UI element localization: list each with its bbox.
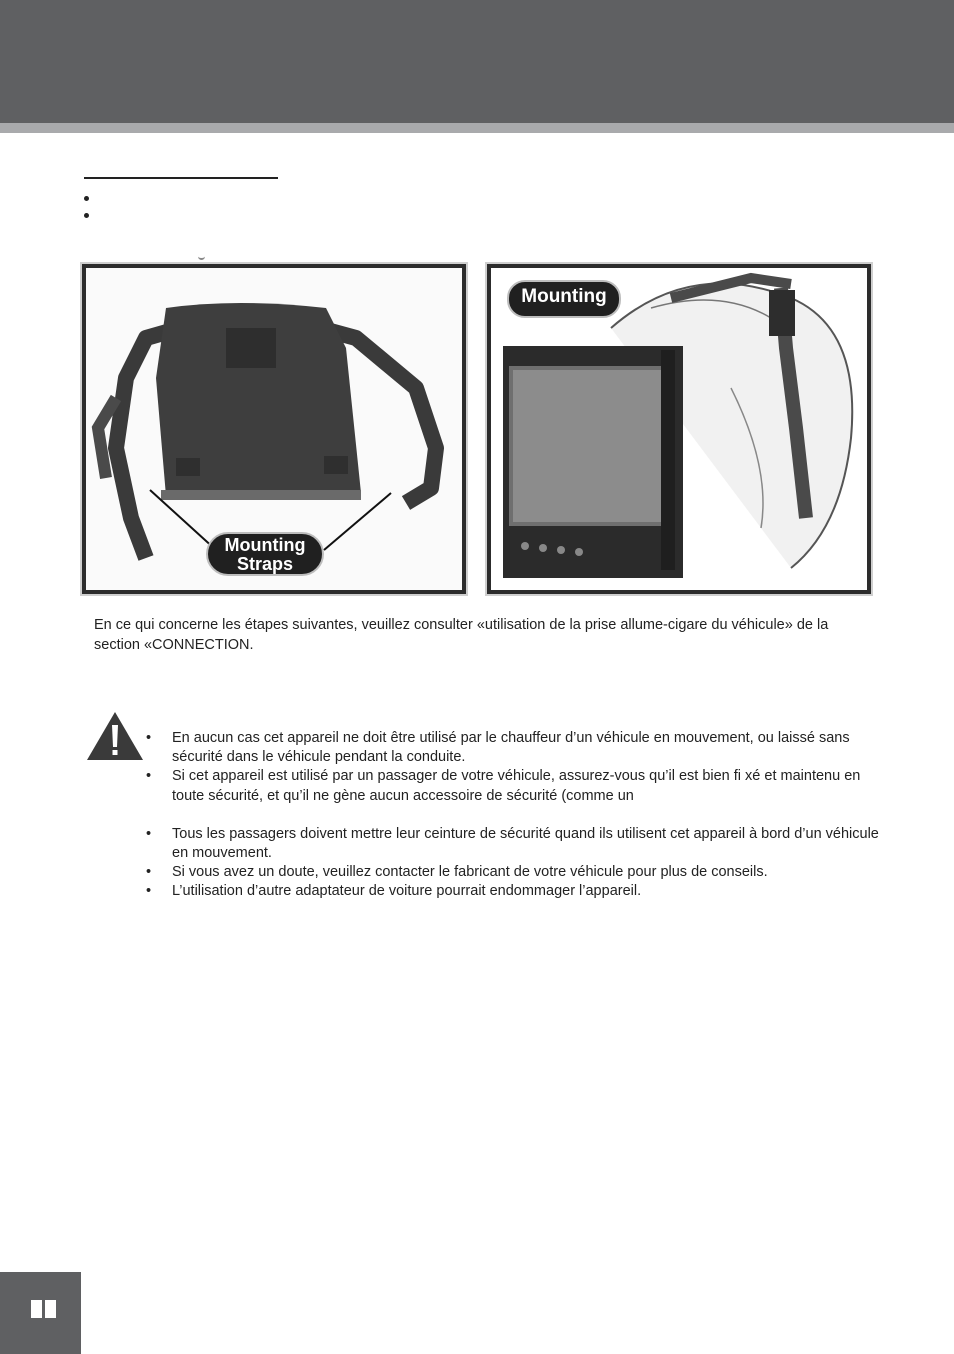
mounting-straps-callout <box>206 532 324 576</box>
photo-mounting-headrest <box>487 264 871 594</box>
bullet-icon <box>84 196 89 201</box>
text-fragment-mark <box>198 254 205 260</box>
warning-item: • Si vous avez un doute, veuillez contacter le fabricant de votre véhicule pour plus de conseils. <box>146 863 886 882</box>
warning-item: • L’utilisation d’autre adaptateur de voiture pourrait endommager l’appareil. <box>146 882 886 901</box>
warning-item: • Si cet appareil est utilisé par un passager de votre véhicule, assurez-vous qu’il est bien fi xé et maintenu en toute sécurité, et qu’il ne gène aucun accessoire de sécurité (comme un <box>146 767 886 805</box>
warning-triangle-icon <box>86 711 144 761</box>
warning-list <box>146 729 886 902</box>
header-stripe <box>0 123 954 133</box>
callout-line: Mounting <box>224 535 306 555</box>
photo-mounting-straps <box>82 264 466 594</box>
callout-line: Straps <box>236 554 294 574</box>
connection-note: En ce qui concerne les étapes suivantes, veuillez consulter «utilisation de la prise allume-cigare du véhicule» de la section «CONNECTION. <box>94 617 829 653</box>
warning-item: • Tous les passagers doivent mettre leur ceinture de sécurité quand ils utilisent cet appareil à bord d’un véhicule en mouvement. <box>146 825 886 863</box>
mounting-callout: Mounting <box>507 280 621 318</box>
page-number-tab <box>0 1272 81 1354</box>
section-title-underline <box>84 177 278 179</box>
bullet-icon <box>84 213 89 218</box>
book-icon <box>31 1300 57 1318</box>
header-bar <box>0 0 954 123</box>
warning-item: • En aucun cas cet appareil ne doit être utilisé par le chauffeur d’un véhicule en mouvement, ou laissé sans sécurité dans le véhicule pendant la conduite. <box>146 729 886 767</box>
